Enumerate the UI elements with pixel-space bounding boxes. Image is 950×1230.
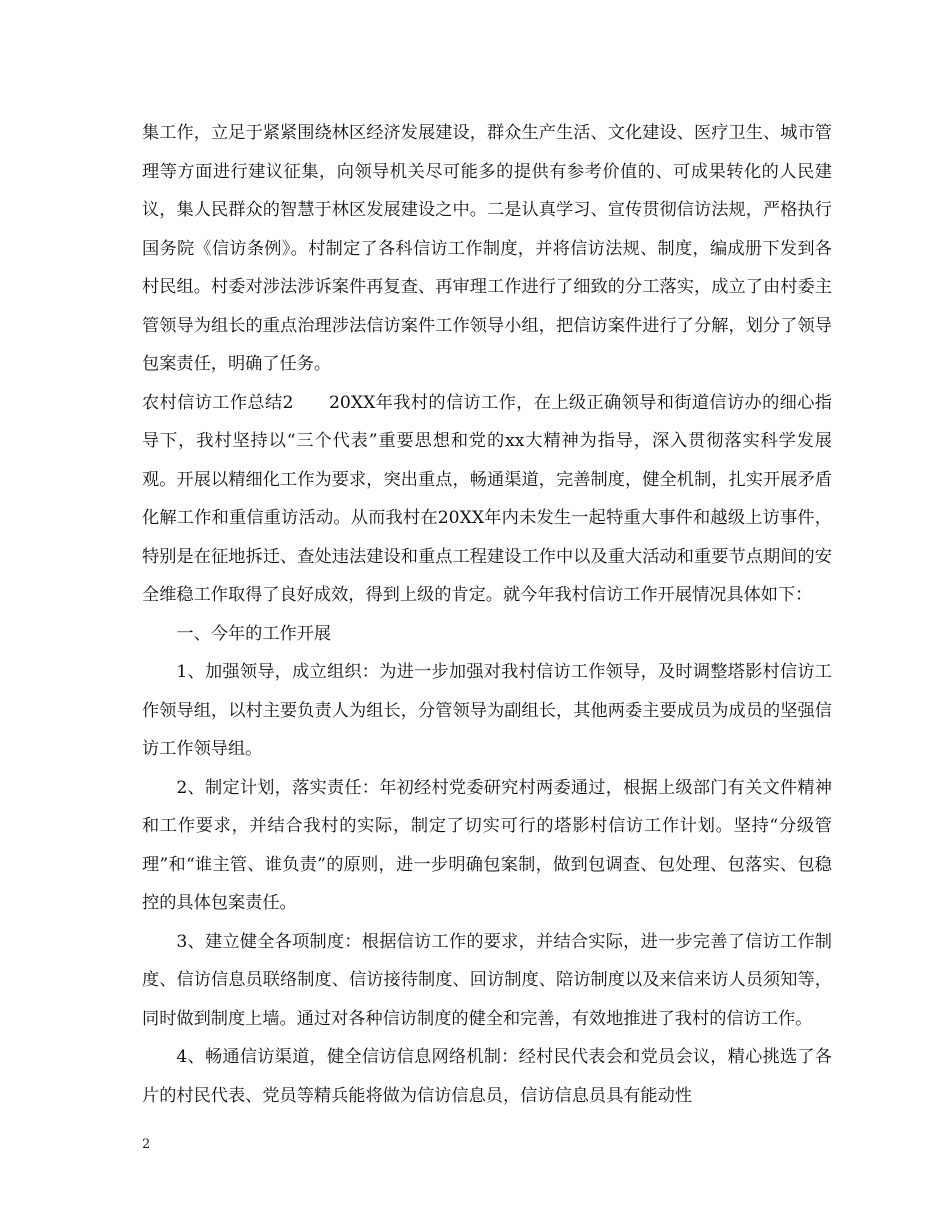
section-heading: 一、今年的工作开展 <box>176 623 332 644</box>
document-body <box>142 114 832 1115</box>
paragraph-item-4: 4、畅通信访渠道，健全信访信息网络机制：经村民代表会和党员会议，精心挑选了各片的村民代表、党员等精兵能将做为信访信息员，信访信息员具有能动性 <box>142 1047 832 1106</box>
paragraph-1: 集工作，立足于紧紧围绕林区经济发展建设，群众生产生活、文化建设、医疗卫生、城市管理等方面进行建议征集，向领导机关尽可能多的提供有参考价值的、可成果转化的人民建议，集人民群众的智慧于林区发展建设之中。二是认真学习、宣传贯彻信访法规，严格执行国务院《信访条例》。村制定了各科信访工作制度，并将信访法规、制度，编成册下发到各村民组。村委对涉法涉诉案件再复查、再审理工作进行了细致的分工落实，成立了由村委主管领导为组长的重点治理涉法信访案件工作领导小组，把信访案件进行了分解，划分了领导包案责任，明确了任务。 <box>142 123 832 374</box>
paragraph-item-3: 3、建立健全各项制度：根据信访工作的要求，并结合实际，进一步完善了信访工作制度、信访信息员联络制度、信访接待制度、回访制度、陪访制度以及来信来访人员须知等，同时做到制度上墙。通过对各种信访制度的健全和完善，有效地推进了我村的信访工作。 <box>142 931 832 1029</box>
paragraph-item-2: 2、制定计划，落实责任：年初经村党委研究村两委通过，根据上级部门有关文件精神和工作要求，并结合我村的实际，制定了切实可行的塔影村信访工作计划。坚持“分级管理”和“谁主管、谁负责”的原则，进一步明确包案制，做到包调查、包处理、包落实、包稳控的具体包案责任。 <box>142 777 832 913</box>
page-number: 2 <box>142 1137 151 1152</box>
paragraph-2: 农村信访工作总结2 20XX年我村的信访工作，在上级正确领导和街道信访办的细心指导下，我村坚持以“三个代表”重要思想和党的xx大精神为指导，深入贯彻落实科学发展观。开展以精细化工作为要求，突出重点，畅通渠道，完善制度，健全机制，扎实开展矛盾化解工作和重信重访活动。从而我村在20XX年内未发生一起特重大事件和越级上访事件，特别是在征地拆迁、查处违法建设和重点工程建设工作中以及重大活动和重要节点期间的安全维稳工作取得了良好成效，得到上级的肯定。就今年我村信访工作开展情况具体如下： <box>142 392 832 605</box>
paragraph-item-1: 1、加强领导，成立组织：为进一步加强对我村信访工作领导，及时调整塔影村信访工作领导组，以村主要负责人为组长，分管领导为副组长，其他两委主要成员为成员的坚强信访工作领导组。 <box>142 662 832 759</box>
